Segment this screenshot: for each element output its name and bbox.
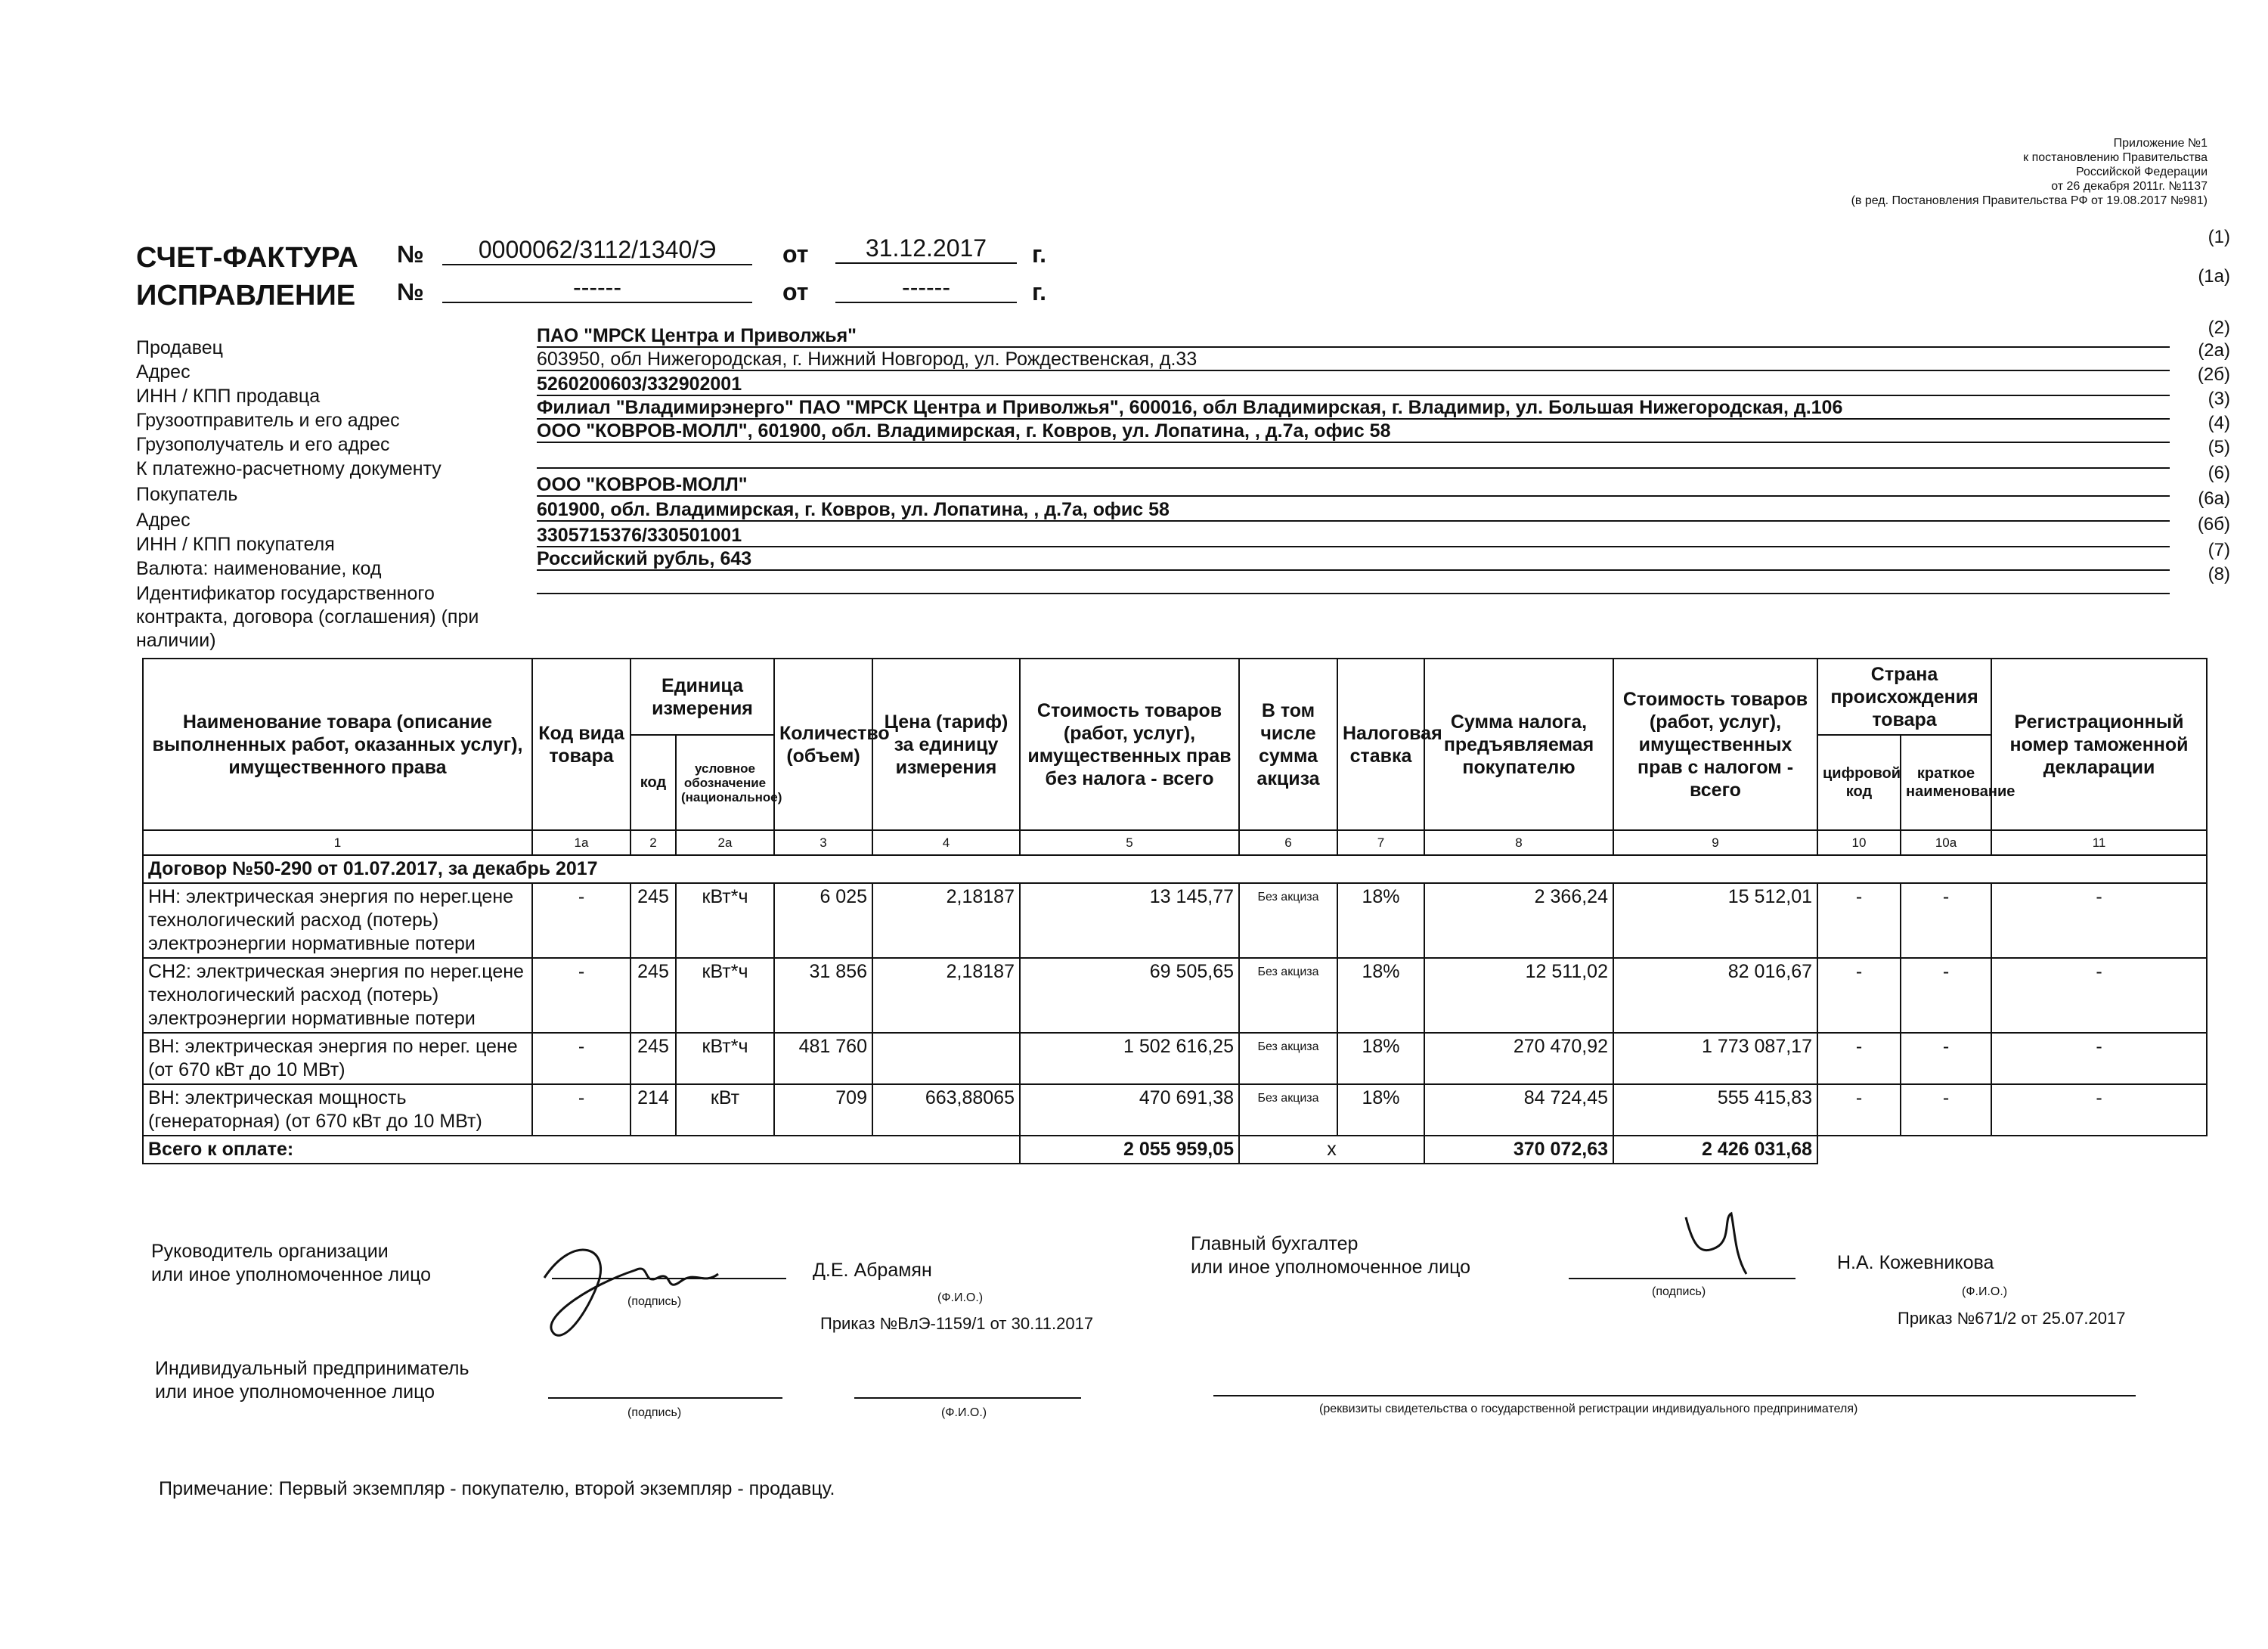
item-excise: Без акциза <box>1239 1084 1337 1136</box>
accountant-label-line: Главный бухгалтер <box>1191 1233 1359 1254</box>
ip-reg-line <box>1213 1395 2136 1396</box>
ip-fio-line <box>854 1397 1081 1399</box>
buyer-address-label: Адрес <box>136 510 191 531</box>
item-tax: 2 366,24 <box>1424 883 1613 958</box>
item-kind: - <box>532 958 631 1033</box>
identifier-label-line: контракта, договора (соглашения) (при <box>136 606 479 628</box>
column-index: 2а <box>676 830 774 855</box>
total-excise: х <box>1239 1136 1424 1164</box>
payment-doc-label: К платежно-расчетному документу <box>136 458 442 479</box>
ip-signature-line <box>548 1397 782 1399</box>
seller-address-code: (2а) <box>2198 340 2230 361</box>
seller-inn-label: ИНН / КПП продавца <box>136 386 321 407</box>
column-index: 9 <box>1613 830 1817 855</box>
correction-no-label: № <box>397 278 424 305</box>
head-label-line: Руководитель организации <box>151 1241 389 1262</box>
item-unit-name: кВт*ч <box>676 958 774 1033</box>
item-unit-code: 245 <box>631 958 676 1033</box>
item-tax: 84 724,45 <box>1424 1084 1613 1136</box>
column-index: 10а <box>1901 830 1991 855</box>
col-header-country: Страна происхождения товара <box>1817 659 1991 735</box>
head-signature-icon <box>529 1217 756 1353</box>
item-tax: 270 470,92 <box>1424 1033 1613 1084</box>
item-country-name: - <box>1901 958 1991 1033</box>
item-qty: 481 760 <box>774 1033 872 1084</box>
column-index: 7 <box>1337 830 1424 855</box>
appendix-line: Российской Федерации <box>2076 166 2208 178</box>
item-total: 555 415,83 <box>1613 1084 1817 1136</box>
seller-label: Продавец <box>136 337 223 358</box>
item-unit-code: 214 <box>631 1084 676 1136</box>
item-country-code: - <box>1817 1084 1901 1136</box>
column-index: 1 <box>143 830 532 855</box>
identifier-label <box>136 582 479 652</box>
currency-code: (7) <box>2208 540 2230 560</box>
column-index: 4 <box>872 830 1020 855</box>
item-qty: 6 025 <box>774 883 872 958</box>
head-fio-caption: (Ф.И.О.) <box>937 1291 984 1304</box>
ip-fio-caption: (Ф.И.О.) <box>941 1406 987 1419</box>
appendix-line: к постановлению Правительства <box>2023 151 2208 164</box>
item-price <box>872 1033 1020 1084</box>
seller-code: (2) <box>2208 318 2230 338</box>
total-sum: 2 426 031,68 <box>1613 1136 1817 1164</box>
correction-code: (1а) <box>2198 266 2230 287</box>
identifier-label-line: Идентификатор государственного <box>136 583 435 604</box>
col-header-code-type: Код вида товара <box>532 659 631 830</box>
ip-label-line: Индивидуальный предприниматель <box>155 1358 469 1379</box>
item-excise: Без акциза <box>1239 958 1337 1033</box>
column-index: 2 <box>631 830 676 855</box>
buyer-value: ООО "КОВРОВ-МОЛЛ" <box>537 474 2170 497</box>
item-total: 1 773 087,17 <box>1613 1033 1817 1084</box>
currency-label: Валюта: наименование, код <box>136 558 382 579</box>
buyer-inn-code: (6б) <box>2197 514 2230 535</box>
buyer-address-value: 601900, обл. Владимирская, г. Ковров, ул. Лопатина, , д.7а, офис 58 <box>537 499 2170 522</box>
table-row <box>143 883 2207 958</box>
item-unit-name: кВт*ч <box>676 883 774 958</box>
item-cost: 13 145,77 <box>1020 883 1239 958</box>
column-index: 8 <box>1424 830 1613 855</box>
consignee-label: Грузополучатель и его адрес <box>136 434 390 455</box>
invoice-no-label: № <box>397 240 424 268</box>
appendix-line: от 26 декабря 2011г. №1137 <box>2051 180 2208 193</box>
item-unit-code: 245 <box>631 883 676 958</box>
buyer-label: Покупатель <box>136 484 238 505</box>
item-total: 15 512,01 <box>1613 883 1817 958</box>
item-country-code: - <box>1817 883 1901 958</box>
head-label-line: или иное уполномоченное лицо <box>151 1264 432 1285</box>
column-index: 5 <box>1020 830 1239 855</box>
col-header-excise: В том числе сумма акциза <box>1239 659 1337 830</box>
item-decl: - <box>1991 883 2207 958</box>
appendix-note <box>1851 136 2208 208</box>
item-rate: 18% <box>1337 883 1424 958</box>
correction-g-label: г. <box>1032 278 1047 305</box>
shipper-label: Грузоотправитель и его адрес <box>136 410 400 431</box>
item-excise: Без акциза <box>1239 1033 1337 1084</box>
buyer-inn-value: 3305715376/330501001 <box>537 525 2170 547</box>
payment-doc-value <box>537 446 2170 469</box>
item-price: 663,88065 <box>872 1084 1020 1136</box>
seller-inn-code: (2б) <box>2197 364 2230 385</box>
col-header-country-name: краткое наименование <box>1901 735 1991 830</box>
total-cost: 2 055 959,05 <box>1020 1136 1239 1164</box>
correction-title: ИСПРАВЛЕНИЕ <box>136 280 356 312</box>
appendix-line: Приложение №1 <box>2113 137 2208 150</box>
invoice-table <box>142 658 2208 1164</box>
item-name: СН2: электрическая энергия по нерег.цене технологический расход (потерь) электроэнергии нормативные потери <box>143 958 532 1033</box>
accountant-label <box>1191 1232 1470 1279</box>
item-country-name: - <box>1901 1084 1991 1136</box>
ip-reg-caption: (реквизиты свидетельства о государственной регистрации индивидуального предпринимателя) <box>1319 1403 1858 1415</box>
column-index-row <box>143 830 2207 855</box>
col-header-total: Стоимость товаров (работ, услуг), имущественных прав с налогом - всего <box>1613 659 1817 830</box>
table-row <box>143 958 2207 1033</box>
col-header-unit-code: код <box>631 735 676 830</box>
item-country-code: - <box>1817 958 1901 1033</box>
ip-label-line: или иное уполномоченное лицо <box>155 1381 435 1403</box>
identifier-code: (8) <box>2208 564 2230 584</box>
column-index: 6 <box>1239 830 1337 855</box>
shipper-value: Филиал "Владимирэнерго" ПАО "МРСК Центра и Приволжья", 600016, обл Владимирская, г. Владимир, ул. Большая Нижегородская, д.106 <box>537 397 2170 420</box>
total-label: Всего к оплате: <box>143 1136 1020 1164</box>
column-index: 1а <box>532 830 631 855</box>
buyer-code: (6) <box>2208 463 2230 483</box>
payment-doc-code: (5) <box>2208 437 2230 457</box>
head-label <box>151 1240 431 1287</box>
col-header-decl: Регистрационный номер таможенной декларации <box>1991 659 2207 830</box>
seller-value: ПАО "МРСК Центра и Приволжья" <box>537 325 2170 348</box>
head-order: Приказ №ВлЭ-1159/1 от 30.11.2017 <box>820 1314 1094 1333</box>
column-index: 10 <box>1817 830 1901 855</box>
column-index: 11 <box>1991 830 2207 855</box>
correction-date: ------ <box>835 274 1017 303</box>
item-cost: 69 505,65 <box>1020 958 1239 1033</box>
invoice-date: 31.12.2017 <box>835 234 1017 264</box>
col-header-name: Наименование товара (описание выполненных работ, оказанных услуг), имущественного права <box>143 659 532 830</box>
item-unit-name: кВт <box>676 1084 774 1136</box>
invoice-code: (1) <box>2208 227 2230 247</box>
ip-sign-caption: (подпись) <box>627 1406 682 1419</box>
accountant-fio-caption: (Ф.И.О.) <box>1962 1285 2008 1298</box>
item-kind: - <box>532 883 631 958</box>
accountant-label-line: или иное уполномоченное лицо <box>1191 1257 1471 1278</box>
item-kind: - <box>532 1033 631 1084</box>
item-rate: 18% <box>1337 1084 1424 1136</box>
ip-label <box>155 1357 469 1404</box>
col-header-unit: Единица измерения <box>631 659 774 735</box>
total-row <box>143 1136 2207 1164</box>
invoice-number: 0000062/3112/1340/Э <box>442 236 752 265</box>
column-index: 3 <box>774 830 872 855</box>
contract-row: Договор №50-290 от 01.07.2017, за декабрь 2017 <box>143 855 2207 883</box>
col-header-country-code: цифровой код <box>1817 735 1901 830</box>
identifier-label-line: наличии) <box>136 630 216 651</box>
item-tax: 12 511,02 <box>1424 958 1613 1033</box>
consignee-value: ООО "КОВРОВ-МОЛЛ", 601900, обл. Владимирская, г. Ковров, ул. Лопатина, , д.7а, офис 58 <box>537 420 2170 443</box>
consignee-code: (4) <box>2208 413 2230 433</box>
accountant-signature-icon <box>1663 1202 1784 1285</box>
head-sign-caption: (подпись) <box>627 1295 682 1308</box>
item-country-code: - <box>1817 1033 1901 1084</box>
item-decl: - <box>1991 1033 2207 1084</box>
item-qty: 709 <box>774 1084 872 1136</box>
accountant-order: Приказ №671/2 от 25.07.2017 <box>1898 1309 2126 1328</box>
item-decl: - <box>1991 1084 2207 1136</box>
seller-address-value: 603950, обл Нижегородская, г. Нижний Новгород, ул. Рождественская, д.33 <box>537 349 2170 371</box>
item-cost: 1 502 616,25 <box>1020 1033 1239 1084</box>
item-total: 82 016,67 <box>1613 958 1817 1033</box>
seller-address-label: Адрес <box>136 361 191 383</box>
item-unit-name: кВт*ч <box>676 1033 774 1084</box>
invoice-from-label: от <box>782 240 809 268</box>
col-header-tax: Сумма налога, предъявляемая покупателю <box>1424 659 1613 830</box>
invoice-g-label: г. <box>1032 240 1047 268</box>
invoice-title: СЧЕТ-ФАКТУРА <box>136 242 358 274</box>
item-country-name: - <box>1901 1033 1991 1084</box>
footnote: Примечание: Первый экземпляр - покупателю, второй экземпляр - продавцу. <box>159 1478 835 1499</box>
item-name: ВН: электрическая энергия по нерег. цене (от 670 кВт до 10 МВт) <box>143 1033 532 1084</box>
col-header-cost: Стоимость товаров (работ, услуг), имущественных прав без налога - всего <box>1020 659 1239 830</box>
total-tax: 370 072,63 <box>1424 1136 1613 1164</box>
table-row <box>143 1033 2207 1084</box>
item-price: 2,18187 <box>872 958 1020 1033</box>
head-name: Д.Е. Абрамян <box>813 1260 932 1281</box>
item-country-name: - <box>1901 883 1991 958</box>
col-header-qty: Количество (объем) <box>774 659 872 830</box>
accountant-name: Н.А. Кожевникова <box>1837 1252 1994 1273</box>
correction-from-label: от <box>782 278 809 305</box>
item-decl: - <box>1991 958 2207 1033</box>
item-unit-code: 245 <box>631 1033 676 1084</box>
col-header-rate: Налоговая ставка <box>1337 659 1424 830</box>
shipper-code: (3) <box>2208 389 2230 409</box>
item-cost: 470 691,38 <box>1020 1084 1239 1136</box>
item-price: 2,18187 <box>872 883 1020 958</box>
appendix-line: (в ред. Постановления Правительства РФ от 19.08.2017 №981) <box>1851 194 2208 207</box>
correction-number: ------ <box>442 274 752 303</box>
item-kind: - <box>532 1084 631 1136</box>
item-name: ВН: электрическая мощность (генераторная) (от 670 кВт до 10 МВт) <box>143 1084 532 1136</box>
buyer-address-code: (6а) <box>2198 488 2230 509</box>
item-excise: Без акциза <box>1239 883 1337 958</box>
seller-inn-value: 5260200603/332902001 <box>537 374 2170 396</box>
currency-value: Российский рубль, 643 <box>537 548 2170 571</box>
item-rate: 18% <box>1337 958 1424 1033</box>
accountant-sign-caption: (подпись) <box>1652 1285 1706 1298</box>
table-row <box>143 1084 2207 1136</box>
buyer-inn-label: ИНН / КПП покупателя <box>136 534 335 555</box>
col-header-price: Цена (тариф) за единицу измерения <box>872 659 1020 830</box>
col-header-unit-name: условное обозначение (национальное) <box>676 735 774 830</box>
item-qty: 31 856 <box>774 958 872 1033</box>
identifier-value <box>537 572 2170 594</box>
item-rate: 18% <box>1337 1033 1424 1084</box>
item-name: НН: электрическая энергия по нерег.цене технологический расход (потерь) электроэнергии нормативные потери <box>143 883 532 958</box>
total-empty <box>1817 1136 2207 1164</box>
